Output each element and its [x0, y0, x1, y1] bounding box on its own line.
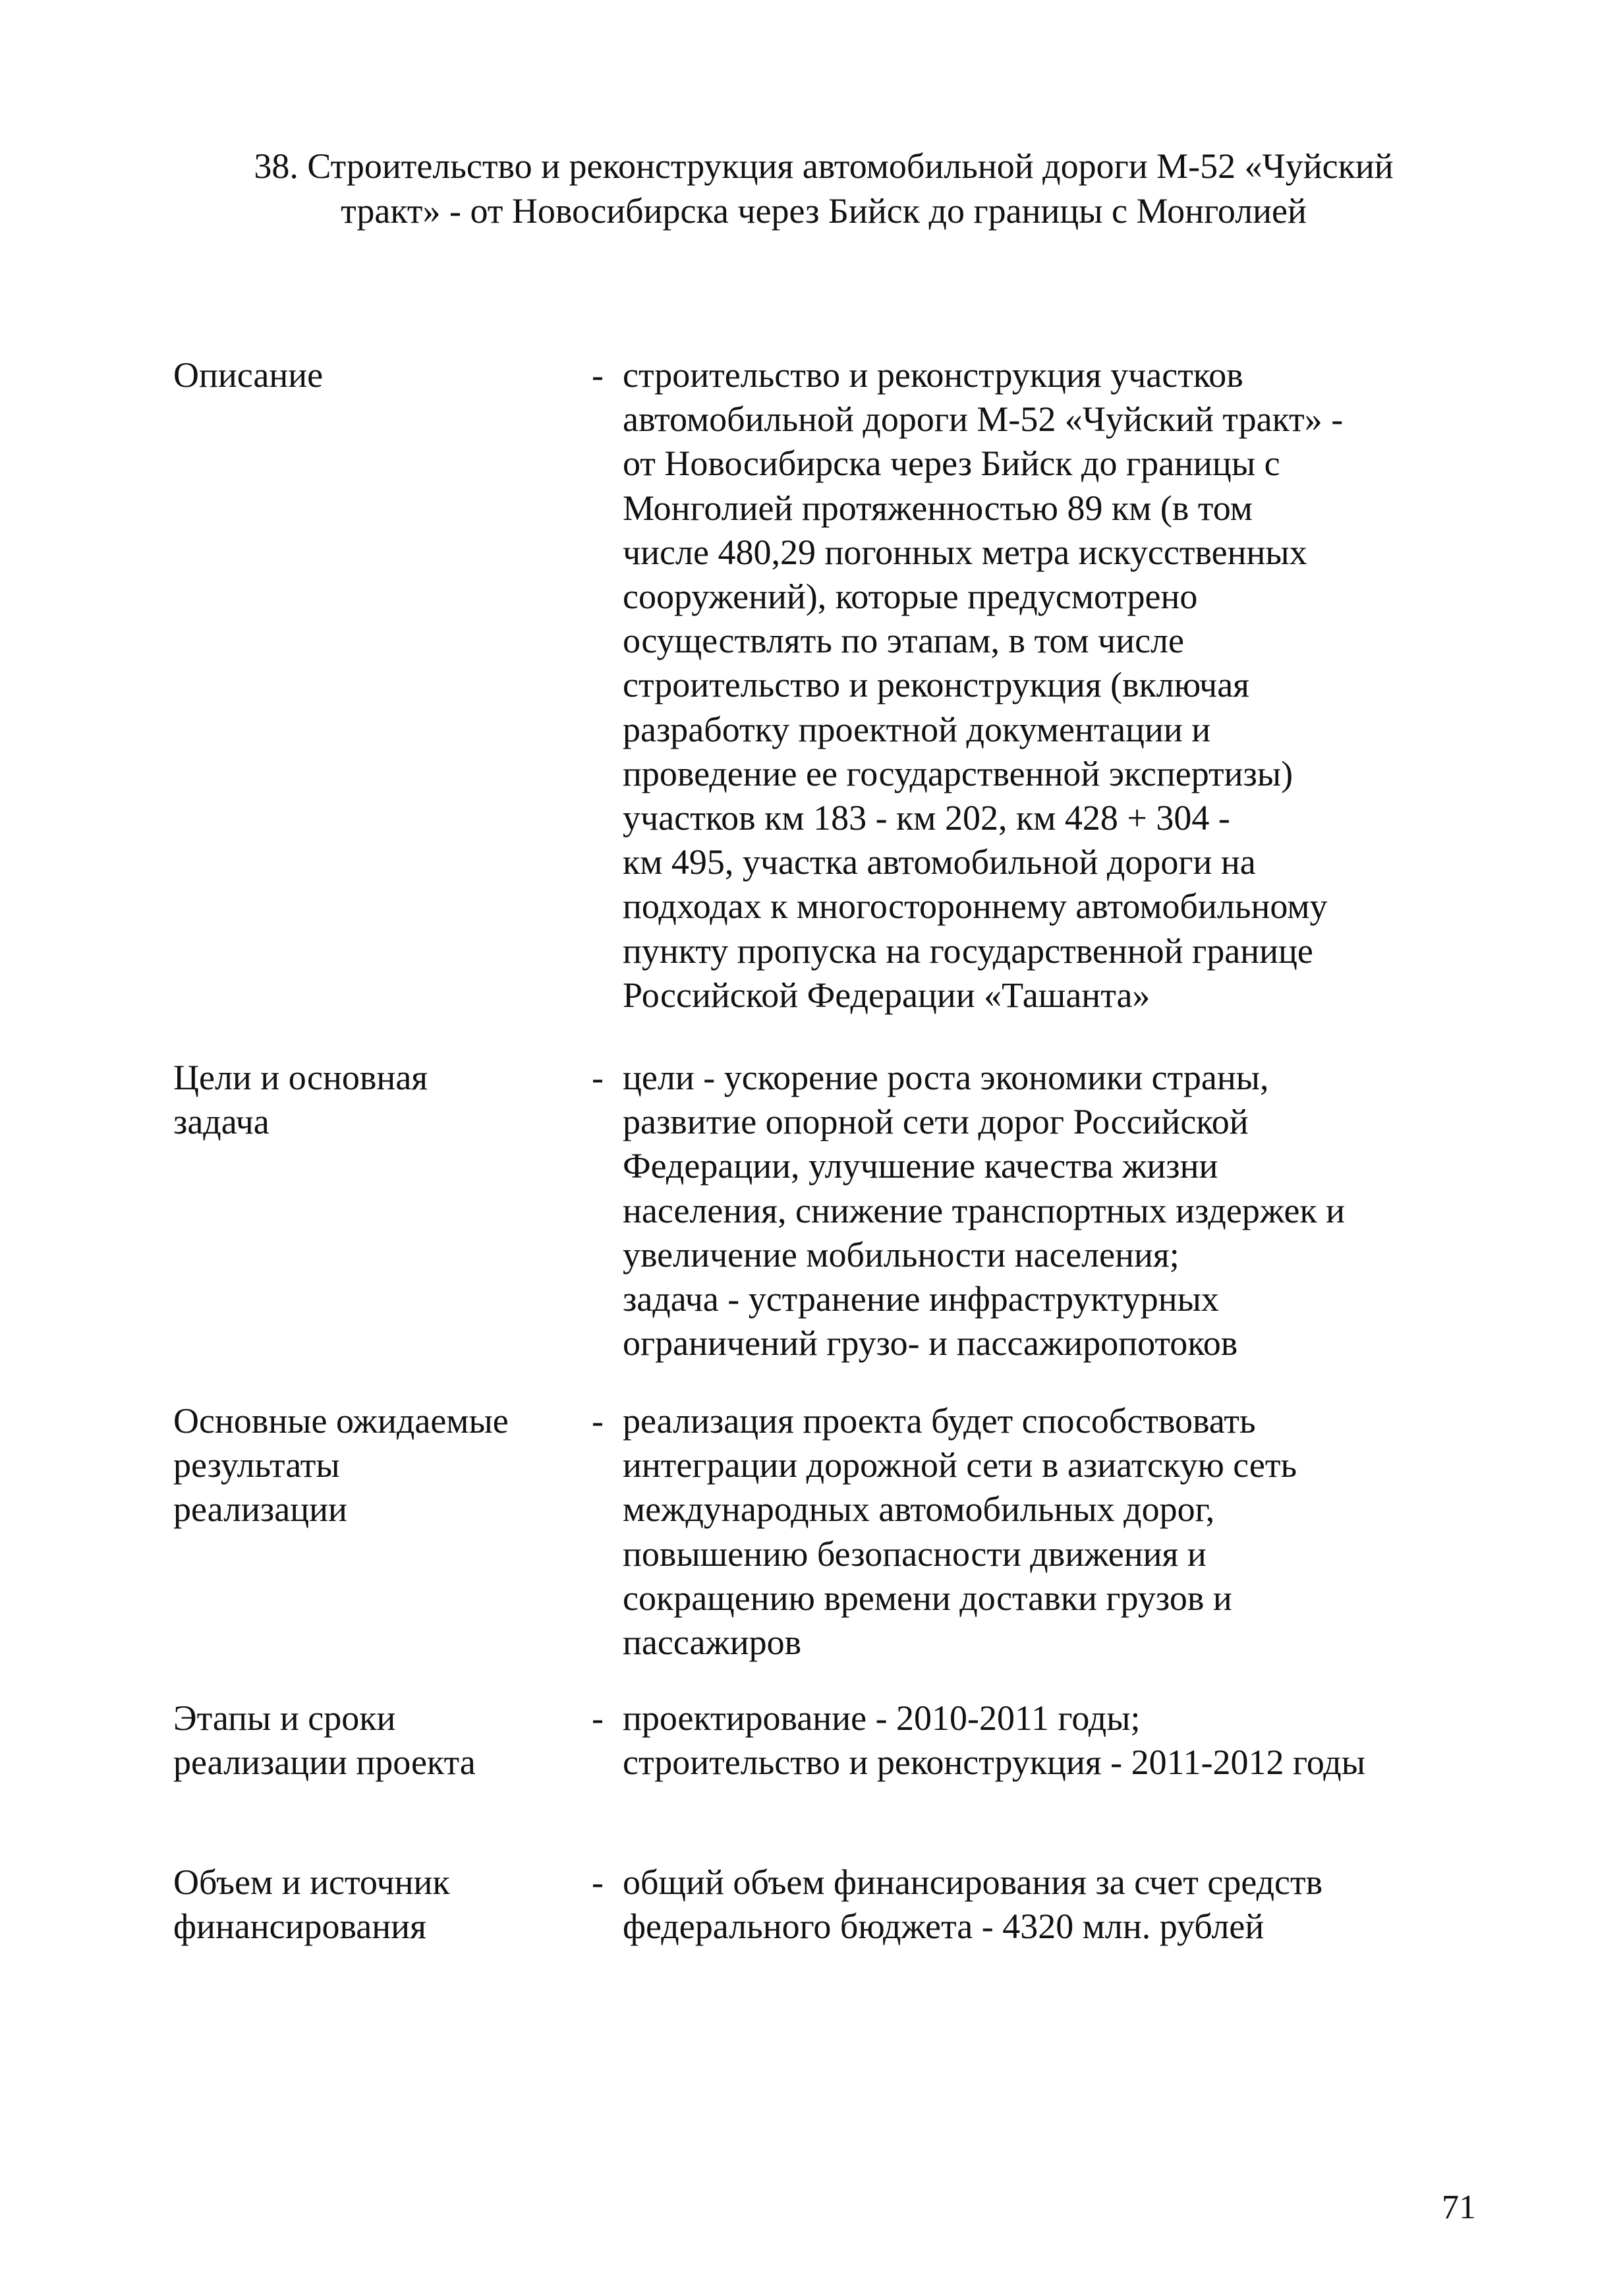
section-value	[623, 1860, 1479, 1949]
section-label	[173, 1696, 569, 1785]
value-line: интеграции дорожной сети в азиатскую сеть	[623, 1445, 1297, 1485]
value-line: осуществлять по этапам, в том числе	[623, 621, 1184, 661]
section-label	[173, 353, 569, 397]
value-line: международных автомобильных дорог,	[623, 1489, 1215, 1530]
label-line: Этапы и сроки	[173, 1698, 396, 1738]
value-line: задача - устранение инфраструктурных	[623, 1279, 1219, 1319]
section-label	[173, 1056, 569, 1144]
value-line: увеличение мобильности населения;	[623, 1234, 1179, 1275]
label-line: результаты	[173, 1445, 340, 1485]
title-line-1: 38. Строительство и реконструкция автомобильной дороги М-52 «Чуйский	[254, 146, 1394, 186]
value-line: цели - ускорение роста экономики страны,	[623, 1058, 1269, 1097]
value-line: населения, снижение транспортных издержек и	[623, 1190, 1346, 1230]
value-line: проведение ее государственной экспертизы)	[623, 753, 1293, 793]
section-value	[623, 1056, 1479, 1365]
value-line: пункту пропуска на государственной границе	[623, 931, 1313, 971]
label-line: Цели и основная	[173, 1058, 428, 1097]
value-line: числе 480,29 погонных метра искусственных	[623, 532, 1307, 572]
value-line: автомобильной дороги М-52 «Чуйский тракт» -	[623, 399, 1344, 440]
item-dash: -	[592, 1401, 604, 1441]
value-line: федерального бюджета - 4320 млн. рублей	[623, 1907, 1264, 1947]
value-line: разработку проектной документации и	[623, 709, 1211, 749]
item-dash: -	[592, 355, 604, 395]
value-line: развитие опорной сети дорог Российской	[623, 1102, 1249, 1142]
label-line: Объем и источник	[173, 1862, 450, 1902]
value-line: участков км 183 - км 202, км 428 + 304 -	[623, 798, 1230, 838]
value-line: строительство и реконструкция (включая	[623, 665, 1250, 705]
value-line: от Новосибирска через Бийск до границы с	[623, 444, 1280, 484]
value-line: реализация проекта будет способствовать	[623, 1401, 1256, 1441]
value-line: Российской Федерации «Ташанта»	[623, 975, 1150, 1015]
title-line-2: тракт» - от Новосибирска через Бийск до границы с Монголией	[341, 191, 1307, 231]
page-number: 71	[1442, 2189, 1476, 2226]
value-line: Монголией протяженностью 89 км (в том	[623, 488, 1253, 528]
value-line: сооружений), которые предусмотрено	[623, 577, 1198, 617]
page-title	[185, 144, 1463, 233]
value-line: повышению безопасности движения и	[623, 1534, 1207, 1574]
value-line: подходах к многостороннему автомобильному	[623, 886, 1328, 927]
value-line: строительство и реконструкция участков	[623, 355, 1243, 395]
value-line: общий объем финансирования за счет средств	[623, 1862, 1323, 1902]
label-line: финансирования	[173, 1907, 426, 1947]
section-label	[173, 1399, 569, 1532]
label-line: Основные ожидаемые	[173, 1401, 509, 1441]
section-value	[623, 1399, 1479, 1665]
label-line: Описание	[173, 355, 324, 395]
value-line: проектирование - 2010-2011 годы;	[623, 1698, 1141, 1738]
label-line: реализации	[173, 1489, 347, 1530]
value-line: пассажиров	[623, 1622, 802, 1663]
section-label	[173, 1860, 569, 1949]
value-line: строительство и реконструкция - 2011-2012 годы	[623, 1742, 1366, 1783]
value-line: ограничений грузо- и пассажиропотоков	[623, 1323, 1238, 1363]
item-dash: -	[592, 1698, 604, 1738]
item-dash: -	[592, 1862, 604, 1902]
label-line: реализации проекта	[173, 1742, 476, 1783]
value-line: сокращению времени доставки грузов и	[623, 1578, 1232, 1618]
value-line: Федерации, улучшение качества жизни	[623, 1146, 1218, 1186]
value-line: км 495, участка автомобильной дороги на	[623, 842, 1256, 882]
section-value	[623, 1696, 1479, 1785]
item-dash: -	[592, 1058, 604, 1097]
section-value	[623, 353, 1479, 1018]
label-line: задача	[173, 1102, 270, 1142]
